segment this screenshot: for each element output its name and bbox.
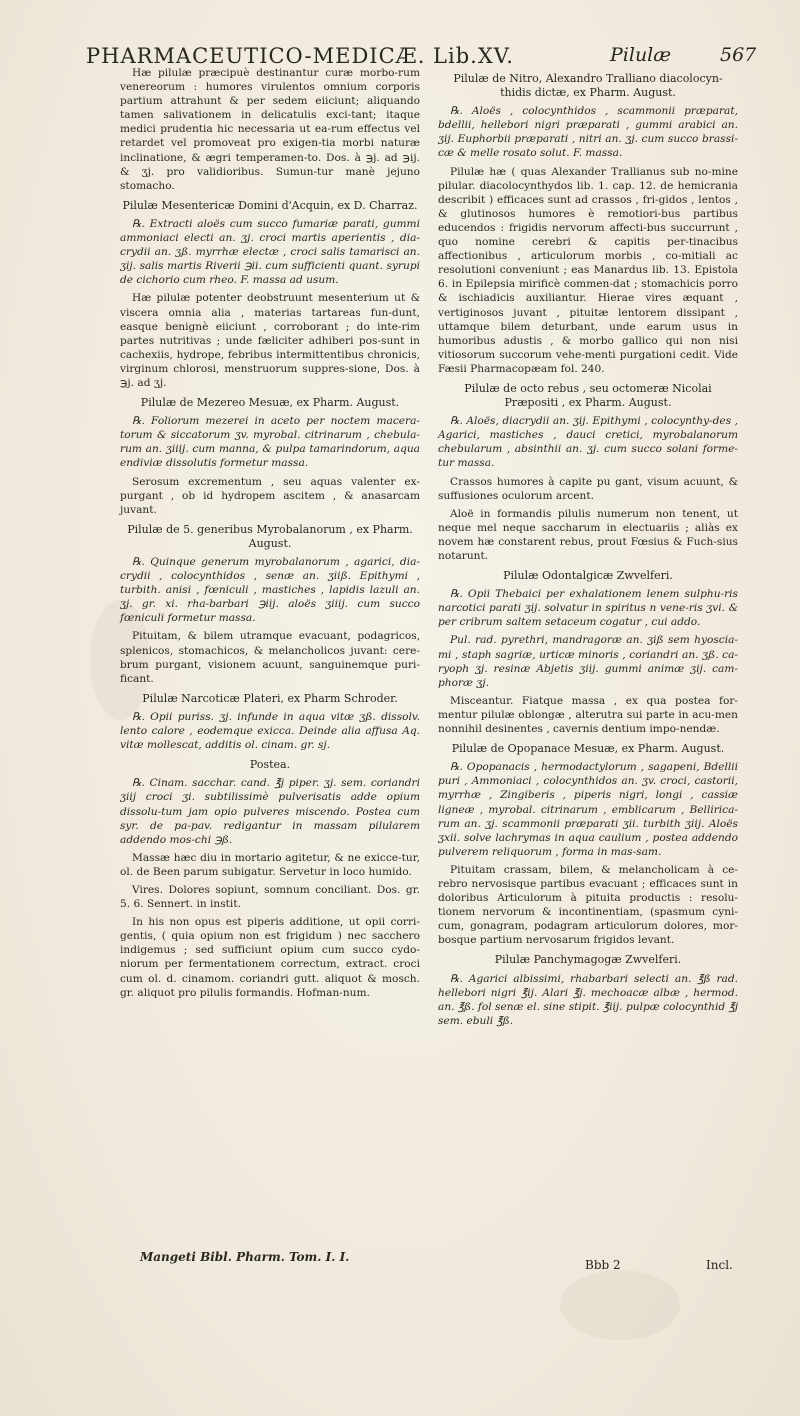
section-heading: Pilulæ Mesentericæ Domini d'Acquin, ex D. Charraz.	[122, 198, 418, 212]
body-paragraph: Pituitam crassam, bilem, & melancholicam à ce-rebro nervosisque partibus evacuant ; efficaces sunt in doloribus Articulorum à pituita productis : resolu-tionem nervorum & incontinentiam, (spasmum cyni-cum, gonagram, podagram articulorum dolores, mor-bosque partium nervosarum frigidos levant.	[438, 863, 738, 947]
body-paragraph: Pilulæ hæ ( quas Alexander Trallianus sub no-mine pilular. diacolocynthydos lib. 1. cap. 12. de hemicrania describit ) efficaces sunt ad crassos , fri-gidos , lentos , & glutinosos humores è remotiori-bus partibus educendos : frigidis nervorum affecti-bus succurrunt , quo nomine cerebri & capitis per-tinacibus affectionibus , articulorum morbis , co-mitiali ac resolutioni conveniunt ; eas Manardus lib. 13. Epistola 6. in Epilepsia mirificè commen-dat ; stomachicis porro & ischiadicis auxiliantur. Hierae vires æquant , vertiginosos juvant , pituitæ lentorem dissipant , uttamque bilem deturbant, unde earum usus in humoribus adustis , & morbo gallico qui non nisi vitiosorum succorum vehe-menti purgationi cedit. Vide Fæsii Pharmacopæam fol. 240.	[438, 165, 738, 375]
section-heading: Pilulæ de 5. generibus Myrobalanorum , ex Pharm. August.	[127, 522, 413, 550]
catchword: Incl.	[706, 1258, 733, 1272]
body-paragraph: Serosum excrementum , seu aquas valenter ex-purgant , ob id hydropem ascitem , & anasarcam juvant.	[120, 475, 420, 516]
left-column	[120, 66, 420, 1004]
body-paragraph: Aloë in formandis pilulis numerum non tenent, ut neque mel neque saccharum in electuariis ; aliàs ex novem hæ constarent rebus, prout Fœsius & Fuch-sius notarunt.	[438, 507, 738, 562]
section-heading: Postea.	[249, 758, 291, 772]
section-heading: Pilulæ Narcoticæ Plateri, ex Pharm Schroder.	[142, 691, 398, 705]
body-paragraph: Hæ pilulæ præcipuè destinantur curæ morbo-rum venereorum : humores virulentos omnium corporis partium attrahunt & per sedem eiiciunt; aliquando tamen salivationem in delicatulis exci-tant; itaque medici prudentia hic necessaria ut ea-rum effectus vel retardet vel promoveat pro exigen-tia morbi naturæ inclinatione, & ægri temperamen-to. Dos. à ℈j. ad ℈ij. & ʒj. pro validioribus. Sumun-tur manè jejuno stomacho.	[120, 67, 420, 192]
recipe-paragraph: ℞. Cinam. sacchar. cand. ℥j piper. ʒj. sem. coriandri ʒiij croci ʒi. subtilissimè pulverisatis adde opium dissolu-tum jam opio pulveres miscendo. Postea cum syr. de pa-pav. redigantur in massam pilularem addendo mos-chi ℈ß.	[120, 777, 420, 846]
running-head-title: PHARMACEUTICO-MEDICÆ. Lib.XV.	[86, 44, 514, 68]
body-paragraph: Vires. Dolores sopiunt, somnum conciliant. Dos. gr. 5. 6. Sennert. in instit.	[120, 883, 420, 911]
body-paragraph: Massæ hæc diu in mortario agitetur, & ne exicce-tur, ol. de Been parum subigatur. Servetur in loco humido.	[120, 851, 420, 878]
body-paragraph: Misceantur. Fiatque massa , ex qua postea for-mentur pilulæ oblongæ , alterutra sui parte in acu-men nonnihil desinentes , cavernis dentium impo-nendæ.	[438, 694, 738, 736]
footer-catchword-left: Mangeti Bibl. Pharm. Tom. I. I.	[140, 1250, 350, 1264]
body-paragraph: Crassos humores à capite pu gant, visum acuunt, & suffusiones oculorum arcent.	[438, 475, 738, 502]
recipe-paragraph: ℞. Opii puriss. ʒj. infunde in aqua vitæ ʒß. dissolv. lento calore , eodemque exicca. Deinde alia affusa Aq. vitæ mollescat, additis ol. cinam. gr. sj.	[120, 710, 420, 752]
recipe-paragraph: ℞. Opopanacis , hermodactylorum , sagapeni, Bdellii puri , Ammoniaci , colocynthidos an. ʒv. croci, castorii, myrrhæ , Zingiberis , piperis nigri, longi , cassiæ ligneæ , myrobal. citrinarum , emblicarum , Bellirica-rum an. ʒj. scammonii præparati ʒii. turbith ʒiij. Aloës ʒxii. solve lachrymas in aqua caulium , postea addendo pulverem reliquorum , forma in mas-sam.	[438, 761, 738, 858]
running-head-section: Pilulæ	[610, 44, 672, 66]
body-paragraph: Pituitam, & bilem utramque evacuant, podagricos, splenicos, stomachicos, & melancholicos juvant: cere-brum purgant, visionem acuunt, sanguinemque puri-ficant.	[120, 630, 420, 685]
section-heading: Pilulæ de octo rebus , seu octomeræ Nicolai Præpositi , ex Pharm. August.	[464, 381, 712, 410]
body-paragraph: In his non opus est piperis additione, ut opii corri-gentis, ( quia opium non est frigidum ) nec sacchero indigemus ; sed sufficiunt opium cum succo cydo-niorum per fermentationem correctum, extract. croci cum ol. d. cinamom. coriandri gutt. aliquot & mosch. gr. aliquot pro pilulis formandis. Hofman-num.	[120, 916, 420, 999]
recipe-paragraph: ℞. Foliorum mezerei in aceto per noctem macera-torum & siccatorum ʒv. myrobal. citrinarum , chebula-rum an. ʒiiij. cum manna, & pulpa tamarindorum, aqua endiviæ dissolutis formetur massa.	[120, 415, 420, 470]
page-number: 567	[720, 44, 757, 66]
recipe-paragraph: ℞. Agarici albissimi, rhabarbari selecti an. ℥ß rad. hellebori nigri ℥ij. Alari ℥j. mechoacæ albæ , hermod. an. ℥ß. fol senæ el. sine stipit. ℥iij. pulpæ colocynthid ℥j sem. ebuli ℥ß.	[438, 972, 738, 1027]
recipe-paragraph: ℞. Opii Thebaici per exhalationem lenem sulphu-ris narcotici parati ʒij. solvatur in spiritus n vene-ris ʒvi. & per cribrum saltem setaceum cogatur , cui addo.	[438, 588, 738, 629]
section-heading: Pilulæ Panchymagogæ Zwvelferi.	[494, 953, 682, 967]
right-column	[438, 66, 738, 1032]
running-head	[80, 30, 780, 70]
section-heading: Pilulæ de Mezereo Mesuæ, ex Pharm. August.	[140, 396, 400, 410]
body-paragraph: Hæ pilulæ potenter deobstruunt mesenterium ut & viscera omnia alia , materias tartareas fun-dunt, easque benignè eiiciunt , corroborant ; do inte-rim partes nutritivas ; unde fæliciter adhiberi pos-sunt in cachexiis, hydrope, febribus intermittentibus chronicis, virginum chlorosi, menstruorum suppres-sione, Dos. à ℈j. ad ʒj.	[120, 292, 420, 389]
recipe-paragraph: ℞. Quinque generum myrobalanorum , agarici, dia-crydii , colocynthidos , senæ an. ʒiiß. Epithymi , turbith. anisi , fœniculi , mastiches , lapidis lazuli an. ʒj. gr. xi. rha-barbari ℈iij. aloës ʒiiij. cum succo fœniculi formetur massa.	[120, 556, 420, 625]
recipe-paragraph: ℞. Aloës, diacrydii an. ʒij. Epithymi , colocynthy-des , Agarici, mastiches , dauci cretici, myrobalanorum chebularum , absinthii an. ʒj. cum succo solani forme-tur massa.	[438, 415, 738, 470]
recipe-paragraph: ℞. Aloës , colocynthidos , scammonii præparat, bdellii, hellebori nigri præparati , gummi arabici an. ʒij. Euphorbii præparati , nitri an. ʒj. cum succo brassi-cæ & melle rosato solut. F. massa.	[438, 105, 738, 160]
signature-mark: Bbb 2	[585, 1258, 621, 1272]
recipe-paragraph: Pul. rad. pyrethri, mandragoræ an. ʒiß sem hyoscia-mi , staph sagriæ, urticæ minoris , coriandri an. ʒß. ca-ryoph ʒj. resinæ Abjetis ʒiij. gummi animæ ʒij. cam-phoræ ʒj.	[438, 634, 738, 689]
section-heading: Pilulæ Odontalgicæ Zwvelferi.	[503, 569, 673, 583]
paper-stain	[560, 1270, 680, 1340]
recipe-paragraph: ℞. Extracti aloës cum succo fumariæ parati, gummi ammoniaci electi an. ʒj. croci martis aperientis , dia-crydii an. ʒß. myrrhæ electæ , croci salis tamarisci an. ʒij. salis martis Riverii ℈ii. cum sufficienti quant. syrupi de cichorio cum rheo. F. massa ad usum.	[120, 217, 420, 287]
section-heading: Pilulæ de Nitro, Alexandro Tralliano diacolocyn-thidis dictæ, ex Pharm. August.	[453, 72, 723, 100]
section-heading: Pilulæ de Opopanace Mesuæ, ex Pharm. August.	[451, 742, 725, 756]
